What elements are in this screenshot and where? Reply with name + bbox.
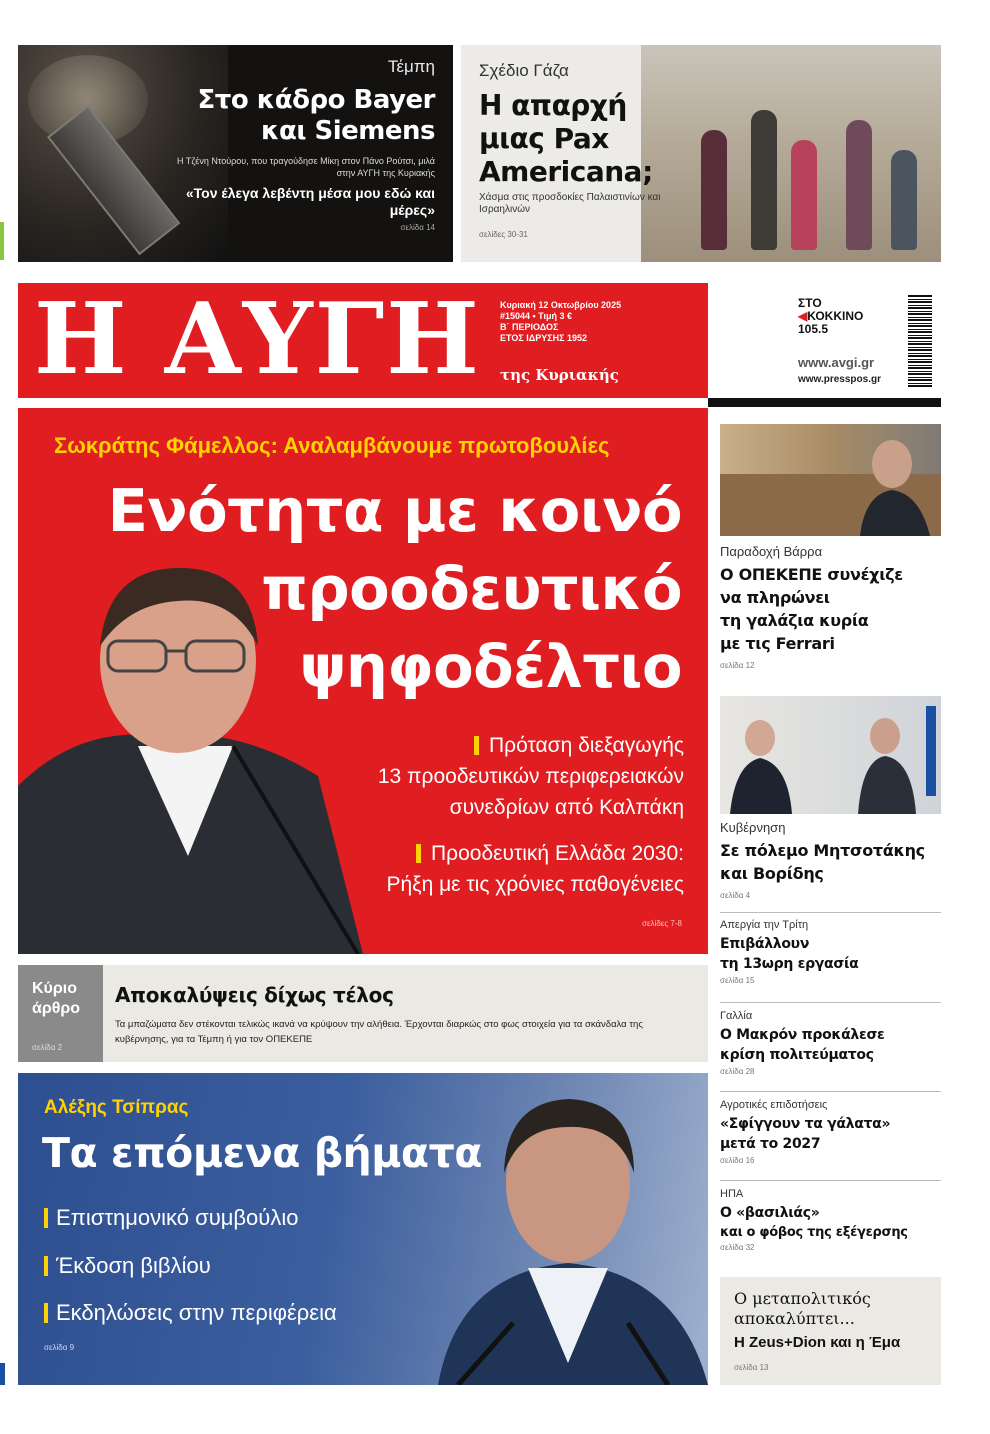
hero-bullet-1: Πρόταση διεξαγωγής 13 προοδευτικών περιφερειακών συνεδρίων από Καλπάκη	[377, 734, 684, 819]
metapolitikos-box[interactable]: Ο μεταπολιτικός αποκαλύπτει... Η Zeus+Dion και η Έμα σελίδα 13	[720, 1277, 941, 1385]
page-ref: σελίδες 30-31	[479, 230, 528, 239]
tsipras-bullet: Εκδηλώσεις στην περιφέρεια	[44, 1300, 337, 1326]
editorial-tag: Κύριο άρθρο σελίδα 2	[18, 965, 103, 1062]
promo-text: Η Τζένη Ντούρου, που τραγούδησε Μίκη στον Πάνο Ρούτσι, μιλά στην ΑΥΓΗ της Κυριακής	[177, 156, 435, 178]
tsipras-kicker: Αλέξης Τσίπρας	[44, 1097, 189, 1118]
promo-kicker: Τέμπη	[387, 57, 435, 76]
issue-info: Κυριακή 12 Οκτωβρίου 2025 #15044 • Τιμή 3 € Β΄ ΠΕΡΙΟΔΟΣ ΕΤΟΣ ΙΔΡΥΣΗΣ 1952	[500, 300, 622, 343]
editorial-body: Τα μπαζώματα δεν στέκονται τελικώς ικανά να κρύψουν την αλήθεια. Έρχονται διαρκώς στο φως στοιχεία για τα σκάνδαλα της κυβέρνησης, για τα Τέμπη ή για τον ΟΠΕΚΕΠΕ	[115, 1019, 643, 1045]
gaza-refugees-photo	[641, 45, 941, 262]
promo-tempi[interactable]	[18, 45, 453, 262]
masthead	[18, 283, 708, 398]
sidebar-story-5[interactable]: Αγροτικές επιδοτήσεις «Σφίγγουν τα γάλατα» μετά το 2027 σελίδα 16	[720, 1099, 891, 1165]
hero-bullet-2: Προοδευτική Ελλάδα 2030: Ρήξη με τις χρόνιες παθογένειες	[386, 842, 684, 896]
radio-logo[interactable]: ΣΤΟ ◀ΚΟΚΚΙΝΟ 105.5	[798, 296, 864, 336]
sidebar-story-2[interactable]: Κυβέρνηση Σε πόλεμο Μητσοτάκης και Βορίδης σελίδα 4	[720, 820, 925, 900]
page-ref: σελίδα 9	[44, 1343, 75, 1352]
promo-gaza[interactable]	[461, 45, 941, 262]
divider	[720, 1091, 941, 1092]
page-ref: σελίδες 7-8	[642, 919, 682, 928]
edge-strip	[0, 1363, 5, 1385]
sidebar-story-6[interactable]: ΗΠΑ Ο «βασιλιάς» και ο φόβος της εξέγερσης σελίδα 32	[720, 1188, 908, 1252]
editorial-box[interactable]	[18, 965, 708, 1062]
masthead-right	[708, 283, 941, 398]
promo-kicker: Σχέδιο Γάζα	[479, 61, 569, 80]
presspos-link[interactable]: www.presspos.gr	[798, 374, 881, 385]
tsipras-headline: Τα επόμενα βήματα	[42, 1129, 482, 1177]
metapol-headline: Η Zeus+Dion και η Έμα	[734, 1334, 901, 1351]
promo-headline: Η απαρχή μιας Pax Americana;	[479, 89, 653, 188]
varras-photo	[720, 424, 941, 536]
divider	[708, 398, 941, 407]
page-ref: σελίδα 14	[400, 223, 435, 232]
promo-headline: Στο κάδρο Bayer και Siemens	[197, 85, 435, 146]
divider	[720, 1002, 941, 1003]
editorial-headline: Αποκαλύψεις δίχως τέλος	[115, 983, 394, 1007]
famellos-portrait	[18, 556, 368, 954]
page-ref: σελίδα 13	[734, 1363, 769, 1372]
tsipras-story[interactable]	[18, 1073, 708, 1385]
newspaper-logo[interactable]: Η ΑΥΓΗ	[34, 282, 481, 397]
promo-text: Χάσμα στις προσδοκίες Παλαιστινίων και Ισραηλινών	[479, 192, 661, 215]
website-link[interactable]: www.avgi.gr	[798, 355, 875, 370]
barcode	[908, 295, 932, 387]
sidebar-story-1[interactable]: Παραδοχή Βάρρα Ο ΟΠΕΚΕΠΕ συνέχιζε να πληρώνει τη γαλάζια κυρία με τις Ferrari σελίδα 12	[720, 544, 903, 670]
hero-headline: Ενότητα με κοινό προοδευτικό ψηφοδέλτιο	[107, 476, 682, 701]
tsipras-bullet: Επιστημονικό συμβούλιο	[44, 1205, 298, 1231]
tsipras-bullet: Έκδοση βιβλίου	[44, 1253, 211, 1279]
divider	[720, 912, 941, 913]
edition-label: της Κυριακής	[500, 366, 619, 384]
hero-kicker: Σωκράτης Φάμελλος: Αναλαμβάνουμε πρωτοβουλίες	[54, 433, 610, 458]
sidebar-story-4[interactable]: Γαλλία Ο Μακρόν προκάλεσε κρίση πολιτεύματος σελίδα 28	[720, 1010, 885, 1076]
sidebar-story-3[interactable]: Απεργία την Τρίτη Επιβάλλουν τη 13ωρη εργασία σελίδα 15	[720, 919, 859, 985]
promo-quote: «Τον έλεγα λεβέντη μέσα μου εδώ και μέρες»	[185, 185, 435, 218]
hero-story[interactable]	[18, 408, 708, 954]
divider	[720, 1180, 941, 1181]
mitsotakis-voridis-photo	[720, 696, 941, 814]
edge-strip	[0, 222, 4, 260]
